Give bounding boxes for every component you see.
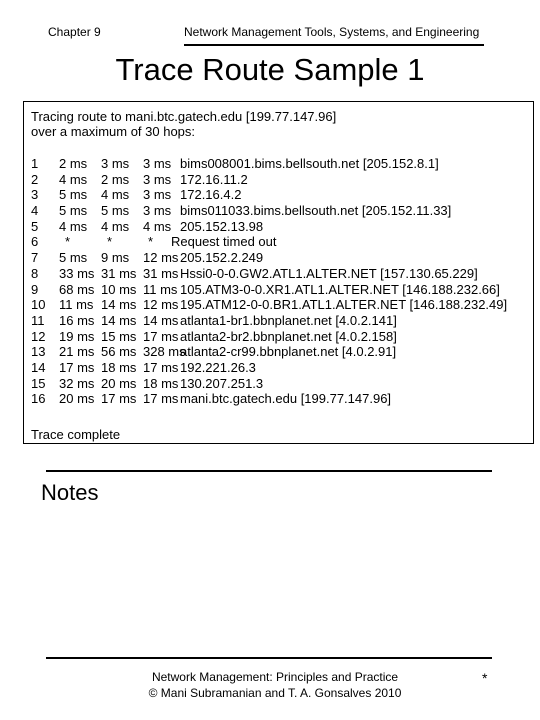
hop-time-3: 3 ms bbox=[143, 203, 172, 219]
hop-row bbox=[31, 360, 533, 376]
hop-time-1: 2 ms bbox=[59, 156, 88, 171]
hop-list bbox=[31, 156, 533, 407]
hop-time-1: * bbox=[65, 234, 71, 250]
hop-row bbox=[31, 172, 533, 188]
hop-number: 3 bbox=[31, 187, 39, 203]
hop-row bbox=[31, 344, 533, 360]
hop-number: 9 bbox=[31, 281, 39, 297]
hop-row bbox=[31, 282, 533, 298]
hop-time-2: 9 ms bbox=[101, 250, 130, 266]
hop-time-2: 4 ms bbox=[101, 218, 130, 234]
course-title: Network Management Tools, Systems, and Engineering bbox=[184, 25, 480, 39]
hop-time-3: 12 ms bbox=[143, 297, 179, 313]
hop-row bbox=[31, 219, 533, 235]
trace-target-line: Tracing route to mani.btc.gatech.edu [199.77.147.96] bbox=[31, 109, 337, 124]
footer-copyright: © Mani Subramanian and T. A. Gonsalves 2010 bbox=[148, 686, 402, 700]
hop-host: atlanta1-br1.bbnplanet.net [4.0.2.141] bbox=[180, 312, 397, 328]
hop-time-1: 11 ms bbox=[59, 297, 94, 313]
hop-number: 6 bbox=[31, 234, 39, 250]
hop-number: 10 bbox=[31, 297, 46, 313]
hop-host: bims008001.bims.bellsouth.net [205.152.8.1] bbox=[180, 156, 439, 171]
hop-host: 205.152.2.249 bbox=[180, 250, 264, 266]
hop-time-3: 4 ms bbox=[143, 218, 172, 234]
hop-row bbox=[31, 313, 533, 329]
hop-time-1: 17 ms bbox=[59, 359, 95, 375]
chapter-label: Chapter 9 bbox=[48, 25, 101, 39]
hop-row bbox=[31, 187, 533, 203]
hop-time-3: 11 ms bbox=[143, 281, 178, 297]
hop-time-2: 18 ms bbox=[101, 359, 137, 375]
hop-row bbox=[31, 203, 533, 219]
notes-heading: Notes bbox=[41, 480, 99, 505]
hop-number: 14 bbox=[31, 359, 46, 375]
hop-time-2: 31 ms bbox=[101, 265, 137, 281]
hop-time-2: * bbox=[107, 234, 113, 250]
hop-time-1: 32 ms bbox=[59, 375, 95, 391]
hop-number: 16 bbox=[31, 391, 46, 407]
hop-time-1: 5 ms bbox=[59, 250, 88, 266]
hop-time-3: 17 ms bbox=[143, 328, 179, 344]
hop-time-1: 5 ms bbox=[59, 203, 88, 219]
hop-row bbox=[31, 250, 533, 266]
hop-row bbox=[31, 156, 533, 172]
trace-complete-line: Trace complete bbox=[31, 427, 121, 442]
hop-time-2: 10 ms bbox=[101, 281, 137, 297]
hop-time-3: 17 ms bbox=[143, 391, 179, 407]
hop-time-1: 33 ms bbox=[59, 265, 95, 281]
hop-time-2: 2 ms bbox=[101, 171, 130, 187]
hop-number: 2 bbox=[31, 171, 39, 187]
hop-number: 11 bbox=[31, 312, 45, 328]
hop-time-1: 68 ms bbox=[59, 281, 95, 297]
hop-host: 130.207.251.3 bbox=[180, 375, 264, 391]
trace-intro bbox=[31, 109, 336, 139]
hop-host: 172.16.4.2 bbox=[180, 187, 242, 203]
hop-host: 195.ATM12-0-0.BR1.ATL1.ALTER.NET [146.188.232.49] bbox=[180, 297, 508, 313]
hop-time-3: 18 ms bbox=[143, 375, 179, 391]
hop-host: atlanta2-cr99.bbnplanet.net [4.0.2.91] bbox=[180, 344, 397, 360]
hop-time-3: 14 ms bbox=[143, 312, 179, 328]
hop-row bbox=[31, 391, 533, 407]
hop-time-1: 20 ms bbox=[59, 391, 95, 407]
footer bbox=[140, 669, 410, 701]
footer-divider bbox=[46, 657, 492, 659]
hop-time-2: 5 ms bbox=[101, 203, 130, 219]
trace-max-hops-line: over a maximum of 30 hops: bbox=[31, 124, 196, 139]
hop-number: 8 bbox=[31, 265, 39, 281]
hop-time-3: 12 ms bbox=[143, 250, 179, 266]
slide-title: Trace Route Sample 1 bbox=[115, 52, 425, 87]
hop-host: 192.221.26.3 bbox=[180, 359, 256, 375]
hop-time-3: 3 ms bbox=[143, 171, 172, 187]
page-marker: * bbox=[482, 670, 488, 686]
hop-time-2: 14 ms bbox=[101, 312, 137, 328]
hop-time-1: 4 ms bbox=[59, 218, 88, 234]
hop-time-3: 3 ms bbox=[143, 156, 172, 171]
hop-host: atlanta2-br2.bbnplanet.net [4.0.2.158] bbox=[180, 328, 397, 344]
hop-host: 205.152.13.98 bbox=[180, 218, 264, 234]
hop-row bbox=[31, 329, 533, 345]
hop-host: bims011033.bims.bellsouth.net [205.152.11.33] bbox=[180, 203, 452, 219]
hop-time-1: 21 ms bbox=[59, 344, 95, 360]
hop-time-2: 20 ms bbox=[101, 375, 137, 391]
hop-time-2: 4 ms bbox=[101, 187, 130, 203]
hop-time-3: * bbox=[148, 234, 154, 250]
hop-time-1: 5 ms bbox=[59, 187, 88, 203]
hop-host: mani.btc.gatech.edu [199.77.147.96] bbox=[180, 391, 392, 407]
header-divider bbox=[184, 44, 484, 46]
hop-host: Request timed out bbox=[171, 234, 277, 250]
hop-time-2: 15 ms bbox=[101, 328, 137, 344]
hop-row bbox=[31, 266, 533, 282]
hop-row bbox=[31, 234, 533, 250]
hop-row bbox=[31, 297, 533, 313]
hop-time-1: 19 ms bbox=[59, 328, 95, 344]
hop-number: 7 bbox=[31, 250, 39, 266]
hop-host: 105.ATM3-0-0.XR1.ATL1.ALTER.NET [146.188.232.66] bbox=[180, 281, 500, 297]
traceroute-output-box bbox=[23, 101, 534, 444]
hop-time-3: 328 ms bbox=[143, 344, 186, 360]
hop-time-2: 56 ms bbox=[101, 344, 137, 360]
hop-time-2: 14 ms bbox=[101, 297, 137, 313]
hop-time-3: 17 ms bbox=[143, 359, 179, 375]
hop-host: Hssi0-0-0.GW2.ATL1.ALTER.NET [157.130.65.229] bbox=[180, 265, 478, 281]
hop-number: 1 bbox=[31, 156, 39, 171]
hop-number: 5 bbox=[31, 218, 39, 234]
hop-number: 4 bbox=[31, 203, 39, 219]
notes-divider bbox=[46, 470, 492, 472]
hop-time-3: 3 ms bbox=[143, 187, 172, 203]
hop-time-1: 16 ms bbox=[59, 312, 95, 328]
hop-number: 12 bbox=[31, 328, 46, 344]
hop-host: 172.16.11.2 bbox=[180, 171, 248, 187]
hop-time-2: 3 ms bbox=[101, 156, 130, 171]
hop-time-3: 31 ms bbox=[143, 265, 179, 281]
hop-time-1: 4 ms bbox=[59, 171, 88, 187]
footer-book-title: Network Management: Principles and Practice bbox=[151, 670, 399, 684]
hop-number: 13 bbox=[31, 344, 46, 360]
hop-row bbox=[31, 376, 533, 392]
hop-number: 15 bbox=[31, 375, 46, 391]
hop-time-2: 17 ms bbox=[101, 391, 137, 407]
